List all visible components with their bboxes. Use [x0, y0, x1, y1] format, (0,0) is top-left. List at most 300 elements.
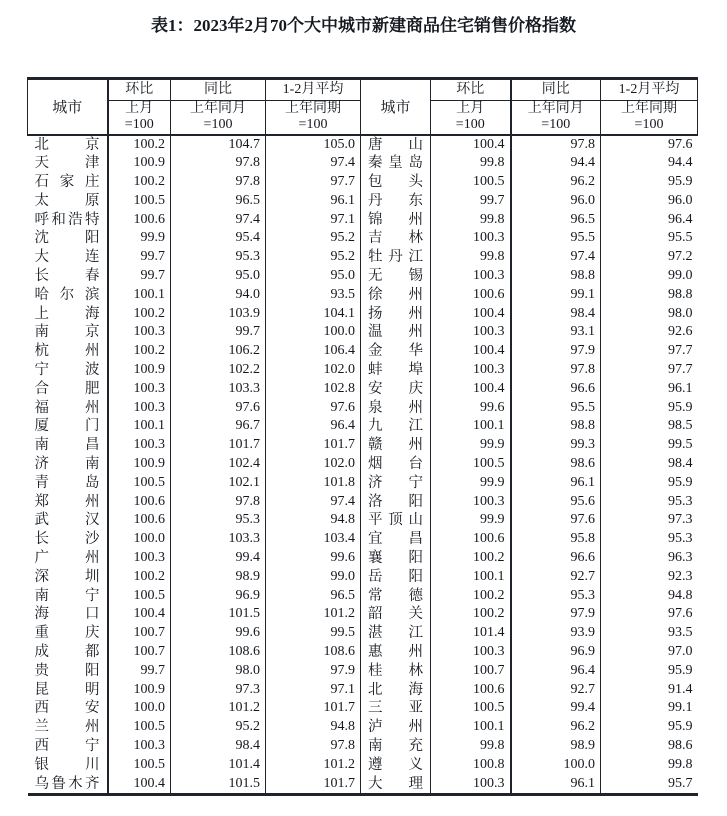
- right-yoy-cell: 93.1: [511, 323, 601, 342]
- right-yoy-cell: 92.7: [511, 568, 601, 587]
- right-city-cell: 烟台: [361, 455, 431, 474]
- right-yoy-cell: 97.6: [511, 511, 601, 530]
- left-mom-cell: 100.6: [108, 211, 171, 230]
- right-avg-cell: 95.3: [668, 531, 693, 547]
- left-yoy-cell: 95.3: [171, 248, 266, 267]
- table-row: [28, 493, 698, 512]
- table-row: [28, 211, 698, 230]
- left-city-cell: 乌鲁木齐: [28, 775, 108, 795]
- right-avg-cell: 99.8: [668, 756, 693, 772]
- right-yoy-cell: 96.1: [511, 474, 601, 493]
- base-period-label: 上年同期: [285, 101, 341, 117]
- left-yoy-cell: 99.7: [171, 323, 266, 342]
- right-yoy-cell: 95.8: [511, 530, 601, 549]
- left-yoy-cell: 98.0: [171, 662, 266, 681]
- left-yoy-cell: 101.5: [171, 605, 266, 624]
- right-city-cell: 北海: [361, 681, 431, 700]
- right-avg-cell: 99.5: [668, 437, 693, 453]
- right-mom-cell: 99.9: [431, 511, 511, 530]
- right-mom-cell: 99.8: [431, 737, 511, 756]
- right-city-cell: 秦皇岛: [361, 154, 431, 173]
- base-value-label: =100: [541, 117, 571, 133]
- left-mom-cell: 100.7: [108, 643, 171, 662]
- base-value-label: =100: [455, 117, 485, 133]
- left-yoy-cell: 108.6: [171, 643, 266, 662]
- right-avg-cell: 96.3: [668, 550, 693, 566]
- left-city-cell: 北京: [28, 135, 108, 155]
- right-mom-cell: 99.8: [431, 211, 511, 230]
- left-yoy-cell: 96.9: [171, 587, 266, 606]
- right-avg-cell: 97.7: [668, 343, 693, 359]
- table-row: [28, 135, 698, 155]
- left-yoy-cell: 97.8: [171, 154, 266, 173]
- base-period-label: 上年同月: [527, 101, 584, 117]
- left-avg-cell: 101.8: [266, 474, 361, 493]
- table-row: [28, 756, 698, 775]
- right-city-cell: 无锡: [361, 267, 431, 286]
- table-row: [28, 681, 698, 700]
- right-city-cell: 丹东: [361, 192, 431, 211]
- right-yoy-cell: 95.5: [511, 229, 601, 248]
- right-mom-cell: 100.6: [431, 530, 511, 549]
- base-value-label: =100: [298, 117, 328, 133]
- table-row: [28, 173, 698, 192]
- left-city-cell: 贵阳: [28, 662, 108, 681]
- left-avg-cell: 93.5: [266, 286, 361, 305]
- header-mom-right: 环比: [431, 79, 511, 101]
- right-yoy-cell: 98.9: [511, 737, 601, 756]
- left-yoy-cell: 97.8: [171, 173, 266, 192]
- left-yoy-cell: 98.9: [171, 568, 266, 587]
- left-avg-cell: 101.7: [266, 436, 361, 455]
- left-yoy-cell: 97.3: [171, 681, 266, 700]
- left-city-cell: 合肥: [28, 380, 108, 399]
- left-city-cell: 南宁: [28, 587, 108, 606]
- header-yoy-right: 同比: [511, 79, 601, 101]
- header-city-right: 城市: [361, 79, 431, 135]
- right-mom-cell: 100.3: [431, 323, 511, 342]
- right-mom-cell: 100.4: [431, 305, 511, 324]
- left-yoy-cell: 97.8: [171, 493, 266, 512]
- right-mom-cell: 100.4: [431, 135, 511, 155]
- left-mom-cell: 99.7: [108, 248, 171, 267]
- left-avg-cell: 97.4: [266, 493, 361, 512]
- table-row: [28, 436, 698, 455]
- table-row: [28, 549, 698, 568]
- left-yoy-cell: 103.3: [171, 530, 266, 549]
- table-row: [28, 323, 698, 342]
- right-yoy-cell: 94.4: [511, 154, 601, 173]
- left-yoy-cell: 101.2: [171, 699, 266, 718]
- price-index-table: [27, 77, 698, 796]
- left-mom-cell: 100.3: [108, 436, 171, 455]
- base-period-label: 上月: [456, 101, 485, 117]
- left-avg-cell: 94.8: [266, 718, 361, 737]
- left-mom-cell: 100.5: [108, 192, 171, 211]
- left-yoy-cell: 101.4: [171, 756, 266, 775]
- left-mom-cell: 100.1: [108, 417, 171, 436]
- left-mom-cell: 100.6: [108, 511, 171, 530]
- right-city-cell: 韶关: [361, 605, 431, 624]
- left-avg-cell: 104.1: [266, 305, 361, 324]
- right-avg-cell: 98.8: [668, 286, 693, 302]
- right-mom-cell: 100.8: [431, 756, 511, 775]
- table-row: [28, 699, 698, 718]
- right-yoy-cell: 99.3: [511, 436, 601, 455]
- right-city-cell: 大理: [361, 775, 431, 795]
- right-city-cell: 赣州: [361, 436, 431, 455]
- left-mom-cell: 100.3: [108, 399, 171, 418]
- left-avg-cell: 102.0: [266, 455, 361, 474]
- right-mom-cell: 100.2: [431, 587, 511, 606]
- left-mom-cell: 100.1: [108, 286, 171, 305]
- left-city-cell: 长沙: [28, 530, 108, 549]
- right-yoy-cell: 100.0: [511, 756, 601, 775]
- left-city-cell: 西宁: [28, 737, 108, 756]
- right-avg-cell: 93.5: [668, 625, 693, 641]
- left-yoy-cell: 97.6: [171, 399, 266, 418]
- left-city-cell: 福州: [28, 399, 108, 418]
- left-avg-cell: 95.0: [266, 267, 361, 286]
- left-city-cell: 长春: [28, 267, 108, 286]
- right-avg-cell: 95.5: [668, 230, 693, 246]
- left-mom-cell: 100.4: [108, 775, 171, 795]
- left-avg-cell: 99.5: [266, 624, 361, 643]
- left-avg-cell: 97.4: [266, 154, 361, 173]
- right-city-cell: 安庆: [361, 380, 431, 399]
- left-avg-cell: 102.8: [266, 380, 361, 399]
- left-avg-cell: 97.1: [266, 211, 361, 230]
- right-yoy-cell: 97.8: [511, 361, 601, 380]
- right-yoy-cell: 96.2: [511, 718, 601, 737]
- right-city-cell: 温州: [361, 323, 431, 342]
- left-city-cell: 银川: [28, 756, 108, 775]
- right-mom-cell: 100.3: [431, 643, 511, 662]
- left-avg-cell: 96.4: [266, 417, 361, 436]
- left-city-cell: 宁波: [28, 361, 108, 380]
- right-city-cell: 南充: [361, 737, 431, 756]
- right-avg-cell: 95.9: [668, 474, 693, 490]
- right-yoy-cell: 97.4: [511, 248, 601, 267]
- left-city-cell: 厦门: [28, 417, 108, 436]
- left-yoy-cell: 97.4: [171, 211, 266, 230]
- left-avg-cell: 97.7: [266, 173, 361, 192]
- left-avg-cell: 101.7: [266, 775, 361, 795]
- right-avg-cell: 97.3: [668, 512, 693, 528]
- right-avg-cell: 94.8: [668, 587, 693, 603]
- header-avg-left: 1-2月平均: [266, 79, 361, 101]
- right-city-cell: 牡丹江: [361, 248, 431, 267]
- left-mom-cell: 99.9: [108, 229, 171, 248]
- right-city-cell: 湛江: [361, 624, 431, 643]
- left-mom-cell: 100.7: [108, 624, 171, 643]
- left-avg-cell: 95.2: [266, 248, 361, 267]
- right-mom-cell: 100.2: [431, 605, 511, 624]
- left-mom-cell: 100.2: [108, 305, 171, 324]
- right-avg-cell: 92.6: [668, 324, 693, 340]
- left-city-cell: 海口: [28, 605, 108, 624]
- right-city-cell: 宜昌: [361, 530, 431, 549]
- right-mom-cell: 100.4: [431, 342, 511, 361]
- left-avg-cell: 106.4: [266, 342, 361, 361]
- left-yoy-cell: 102.4: [171, 455, 266, 474]
- table-title: 表1：2023年2月70个大中城市新建商品住宅销售价格指数: [151, 16, 576, 35]
- right-yoy-cell: 96.6: [511, 380, 601, 399]
- left-yoy-cell: 95.0: [171, 267, 266, 286]
- right-mom-cell: 100.5: [431, 173, 511, 192]
- right-yoy-cell: 97.9: [511, 605, 601, 624]
- left-city-cell: 呼和浩特: [28, 211, 108, 230]
- left-avg-cell: 108.6: [266, 643, 361, 662]
- left-yoy-cell: 102.2: [171, 361, 266, 380]
- left-mom-cell: 100.4: [108, 605, 171, 624]
- table-header: [28, 79, 698, 135]
- left-yoy-cell: 95.3: [171, 511, 266, 530]
- left-city-cell: 郑州: [28, 493, 108, 512]
- header-city-left: 城市: [28, 79, 108, 135]
- table-row: [28, 154, 698, 173]
- left-city-cell: 昆明: [28, 681, 108, 700]
- left-yoy-cell: 103.9: [171, 305, 266, 324]
- right-avg-cell: 99.1: [668, 700, 693, 716]
- left-mom-cell: 100.9: [108, 681, 171, 700]
- table-row: [28, 511, 698, 530]
- left-city-cell: 兰州: [28, 718, 108, 737]
- right-avg-cell: 98.5: [668, 418, 693, 434]
- left-mom-cell: 100.2: [108, 173, 171, 192]
- header-mom-left: 环比: [108, 79, 171, 101]
- right-avg-cell: 96.1: [668, 380, 693, 396]
- right-mom-cell: 100.1: [431, 718, 511, 737]
- right-city-cell: 锦州: [361, 211, 431, 230]
- right-city-cell: 桂林: [361, 662, 431, 681]
- right-avg-cell: 97.7: [668, 362, 693, 378]
- right-avg-cell: 95.9: [668, 174, 693, 190]
- table-row: [28, 455, 698, 474]
- right-city-cell: 遵义: [361, 756, 431, 775]
- left-avg-cell: 99.6: [266, 549, 361, 568]
- right-mom-cell: 100.1: [431, 417, 511, 436]
- left-mom-cell: 99.7: [108, 662, 171, 681]
- base-period-label: 上年同月: [190, 101, 246, 117]
- right-avg-cell: 99.0: [668, 268, 693, 284]
- right-avg-cell: 91.4: [668, 681, 693, 697]
- right-city-cell: 泸州: [361, 718, 431, 737]
- left-avg-cell: 100.0: [266, 323, 361, 342]
- left-avg-cell: 96.1: [266, 192, 361, 211]
- right-city-cell: 金华: [361, 342, 431, 361]
- right-avg-cell: 96.4: [668, 211, 693, 227]
- right-avg-cell: 97.6: [668, 606, 693, 622]
- right-yoy-cell: 98.6: [511, 455, 601, 474]
- left-city-cell: 哈尔滨: [28, 286, 108, 305]
- left-avg-cell: 94.8: [266, 511, 361, 530]
- left-yoy-cell: 101.5: [171, 775, 266, 795]
- right-mom-cell: 100.6: [431, 681, 511, 700]
- left-avg-cell: 96.5: [266, 587, 361, 606]
- left-yoy-cell: 96.5: [171, 192, 266, 211]
- right-mom-cell: 100.2: [431, 549, 511, 568]
- right-yoy-cell: 97.9: [511, 342, 601, 361]
- left-city-cell: 上海: [28, 305, 108, 324]
- left-avg-cell: 101.2: [266, 756, 361, 775]
- left-yoy-cell: 94.0: [171, 286, 266, 305]
- table-row: [28, 737, 698, 756]
- table-row: [28, 474, 698, 493]
- right-yoy-cell: 95.3: [511, 587, 601, 606]
- right-mom-cell: 101.4: [431, 624, 511, 643]
- table-row: [28, 417, 698, 436]
- right-mom-cell: 100.1: [431, 568, 511, 587]
- right-mom-cell: 100.5: [431, 699, 511, 718]
- right-city-cell: 济宁: [361, 474, 431, 493]
- right-mom-cell: 100.3: [431, 361, 511, 380]
- left-city-cell: 成都: [28, 643, 108, 662]
- header-mom-base-left: [108, 101, 171, 135]
- left-avg-cell: 105.0: [266, 135, 361, 155]
- right-mom-cell: 100.3: [431, 493, 511, 512]
- header-avg-right: 1-2月平均: [601, 79, 698, 101]
- right-mom-cell: 100.3: [431, 267, 511, 286]
- table-row: [28, 192, 698, 211]
- left-yoy-cell: 96.7: [171, 417, 266, 436]
- left-city-cell: 大连: [28, 248, 108, 267]
- right-mom-cell: 100.4: [431, 380, 511, 399]
- table-row: [28, 380, 698, 399]
- left-city-cell: 广州: [28, 549, 108, 568]
- right-city-cell: 蚌埠: [361, 361, 431, 380]
- left-city-cell: 杭州: [28, 342, 108, 361]
- left-avg-cell: 102.0: [266, 361, 361, 380]
- right-avg-cell: 98.4: [668, 456, 693, 472]
- left-mom-cell: 100.3: [108, 323, 171, 342]
- left-mom-cell: 100.2: [108, 135, 171, 155]
- right-avg-cell: 97.2: [668, 249, 693, 265]
- right-yoy-cell: 99.4: [511, 699, 601, 718]
- right-city-cell: 洛阳: [361, 493, 431, 512]
- right-city-cell: 包头: [361, 173, 431, 192]
- left-avg-cell: 103.4: [266, 530, 361, 549]
- left-city-cell: 天津: [28, 154, 108, 173]
- table-row: [28, 605, 698, 624]
- right-city-cell: 泉州: [361, 399, 431, 418]
- right-avg-cell: 95.7: [601, 775, 698, 795]
- right-yoy-cell: 92.7: [511, 681, 601, 700]
- table-row: [28, 229, 698, 248]
- table-row: [28, 775, 698, 795]
- header-mom-base-right: [431, 101, 511, 135]
- right-yoy-cell: 96.2: [511, 173, 601, 192]
- base-period-label: 上年同期: [621, 101, 677, 117]
- table-row: [28, 568, 698, 587]
- left-mom-cell: 100.5: [108, 718, 171, 737]
- right-avg-cell: 97.6: [668, 136, 693, 152]
- right-yoy-cell: 98.4: [511, 305, 601, 324]
- left-mom-cell: 100.6: [108, 493, 171, 512]
- left-mom-cell: 100.9: [108, 361, 171, 380]
- right-yoy-cell: 96.6: [511, 549, 601, 568]
- base-value-label: =100: [634, 117, 664, 133]
- left-mom-cell: 99.7: [108, 267, 171, 286]
- right-mom-cell: 100.5: [431, 455, 511, 474]
- left-mom-cell: 100.5: [108, 756, 171, 775]
- left-city-cell: 南京: [28, 323, 108, 342]
- right-avg-cell: 95.3: [668, 493, 693, 509]
- left-avg-cell: 97.6: [266, 399, 361, 418]
- left-yoy-cell: 95.2: [171, 718, 266, 737]
- left-city-cell: 青岛: [28, 474, 108, 493]
- right-avg-cell: 95.9: [668, 719, 693, 735]
- right-mom-cell: 99.9: [431, 474, 511, 493]
- right-yoy-cell: 98.8: [511, 417, 601, 436]
- right-city-cell: 惠州: [361, 643, 431, 662]
- left-avg-cell: 101.2: [266, 605, 361, 624]
- right-mom-cell: 99.9: [431, 436, 511, 455]
- right-yoy-cell: 93.9: [511, 624, 601, 643]
- right-mom-cell: 99.7: [431, 192, 511, 211]
- table-row: [28, 587, 698, 606]
- left-mom-cell: 100.2: [108, 342, 171, 361]
- right-city-cell: 平顶山: [361, 511, 431, 530]
- right-avg-cell: 96.0: [668, 192, 693, 208]
- right-mom-cell: 100.3: [431, 229, 511, 248]
- left-mom-cell: 100.0: [108, 699, 171, 718]
- left-city-cell: 西安: [28, 699, 108, 718]
- header-avg-base-right: [601, 101, 698, 135]
- right-city-cell: 唐山: [361, 135, 431, 155]
- right-yoy-cell: 99.1: [511, 286, 601, 305]
- right-avg-cell: 94.4: [668, 155, 693, 171]
- left-avg-cell: 97.1: [266, 681, 361, 700]
- left-yoy-cell: 106.2: [171, 342, 266, 361]
- left-avg-cell: 97.9: [266, 662, 361, 681]
- left-city-cell: 沈阳: [28, 229, 108, 248]
- right-avg-cell: 95.9: [668, 399, 693, 415]
- right-mom-cell: 99.6: [431, 399, 511, 418]
- right-city-cell: 徐州: [361, 286, 431, 305]
- left-mom-cell: 100.9: [108, 455, 171, 474]
- left-yoy-cell: 101.7: [171, 436, 266, 455]
- right-yoy-cell: 98.8: [511, 267, 601, 286]
- left-city-cell: 南昌: [28, 436, 108, 455]
- left-yoy-cell: 104.7: [171, 135, 266, 155]
- right-yoy-cell: 96.1: [511, 775, 601, 795]
- right-mom-cell: 99.8: [431, 154, 511, 173]
- right-avg-cell: 97.0: [668, 644, 693, 660]
- left-city-cell: 太原: [28, 192, 108, 211]
- table-row: [28, 342, 698, 361]
- left-city-cell: 重庆: [28, 624, 108, 643]
- right-city-cell: 扬州: [361, 305, 431, 324]
- left-city-cell: 深圳: [28, 568, 108, 587]
- right-city-cell: 岳阳: [361, 568, 431, 587]
- left-mom-cell: 100.9: [108, 154, 171, 173]
- table-row: [28, 286, 698, 305]
- left-mom-cell: 100.0: [108, 530, 171, 549]
- right-city-cell: 吉林: [361, 229, 431, 248]
- left-mom-cell: 100.5: [108, 474, 171, 493]
- header-yoy-left: 同比: [171, 79, 266, 101]
- left-city-cell: 济南: [28, 455, 108, 474]
- table-row: [28, 718, 698, 737]
- header-row-top: [28, 79, 698, 101]
- base-value-label: =100: [203, 117, 233, 133]
- right-mom-cell: 100.7: [431, 662, 511, 681]
- left-yoy-cell: 103.3: [171, 380, 266, 399]
- table-row: [28, 267, 698, 286]
- right-yoy-cell: 96.0: [511, 192, 601, 211]
- table-row: [28, 662, 698, 681]
